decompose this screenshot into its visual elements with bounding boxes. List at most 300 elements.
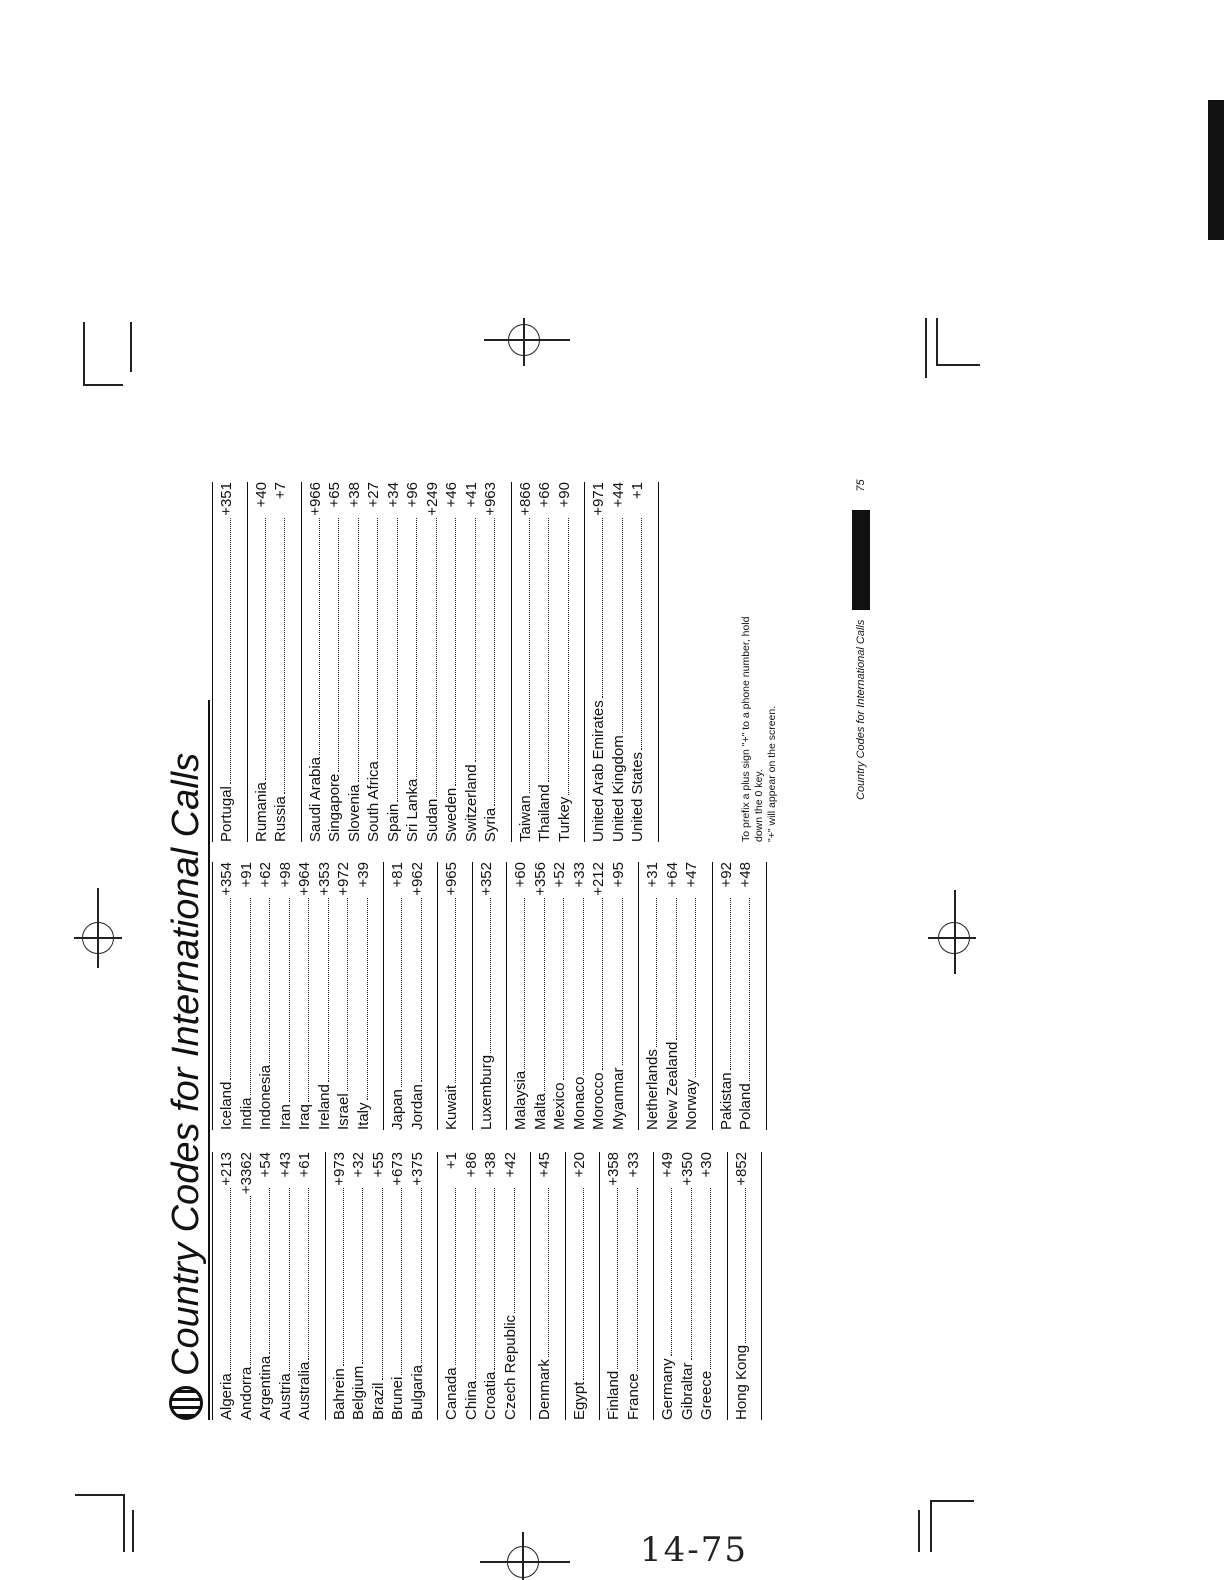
country-name: Austria xyxy=(276,1373,294,1420)
note-line: down the 0 key. xyxy=(753,769,765,842)
country-code: +86 xyxy=(462,1152,480,1178)
country-row xyxy=(295,1152,315,1420)
country-name: Saudi Arabia xyxy=(306,756,324,842)
country-column-3 xyxy=(212,482,659,842)
country-code: +351 xyxy=(218,482,235,516)
country-row xyxy=(256,1152,276,1420)
country-code: +353 xyxy=(315,862,333,896)
country-row xyxy=(555,482,575,842)
country-row xyxy=(481,482,501,842)
country-name: Andorra xyxy=(237,1366,255,1420)
country-row xyxy=(354,862,374,1130)
country-group xyxy=(507,862,639,1130)
leader-dots xyxy=(637,1188,638,1371)
country-code: +1 xyxy=(629,482,646,500)
country-row xyxy=(364,482,384,842)
country-group xyxy=(302,482,512,842)
country-code: +91 xyxy=(237,862,255,888)
country-row xyxy=(295,862,315,1130)
country-code: +33 xyxy=(570,862,588,888)
leader-dots xyxy=(475,518,476,762)
country-group xyxy=(248,482,302,842)
country-row xyxy=(217,1152,237,1420)
country-name: Netherlands xyxy=(644,1049,661,1130)
country-group xyxy=(213,862,384,1130)
crop-mark xyxy=(83,322,85,384)
title-rule xyxy=(208,700,210,1420)
leader-dots xyxy=(563,898,564,1080)
crop-mark xyxy=(130,322,132,372)
country-row xyxy=(501,1152,521,1420)
leader-dots xyxy=(544,898,545,1091)
leader-dots xyxy=(250,898,251,1095)
country-code: +971 xyxy=(590,482,607,516)
country-name: Iceland xyxy=(218,1081,235,1130)
leader-dots xyxy=(490,898,491,1053)
country-code: +20 xyxy=(570,1152,588,1178)
country-name: Finland xyxy=(605,1370,622,1420)
country-row xyxy=(237,1152,257,1420)
leader-dots xyxy=(250,1196,251,1364)
country-row xyxy=(658,1152,678,1420)
country-row xyxy=(384,482,404,842)
country-group xyxy=(326,1152,439,1420)
leader-dots xyxy=(328,898,329,1082)
page-title-text: Country Codes for International Calls xyxy=(164,752,207,1376)
leader-dots xyxy=(421,1188,422,1363)
country-row xyxy=(511,862,531,1130)
registration-mark xyxy=(82,922,114,954)
leader-dots xyxy=(269,898,270,1063)
plus-sign-note xyxy=(740,502,779,842)
leader-dots xyxy=(745,1188,746,1343)
leader-dots xyxy=(338,518,339,772)
leader-dots xyxy=(548,518,549,782)
country-name: India xyxy=(237,1097,255,1130)
country-code: +33 xyxy=(624,1152,642,1178)
leader-dots xyxy=(401,1188,402,1375)
leader-dots xyxy=(641,518,642,750)
country-name: Iran xyxy=(276,1104,294,1130)
country-code: +45 xyxy=(536,1152,553,1178)
section-tab xyxy=(852,510,870,610)
country-code: +81 xyxy=(389,862,406,888)
leader-dots xyxy=(695,898,696,1077)
country-code: +65 xyxy=(326,482,343,508)
globe-icon xyxy=(169,1386,203,1420)
leader-dots xyxy=(514,1188,515,1313)
country-row xyxy=(369,1152,389,1420)
country-row xyxy=(717,862,737,1130)
leader-dots xyxy=(284,518,285,794)
leader-dots xyxy=(730,898,731,1070)
country-group xyxy=(473,862,508,1130)
leader-dots xyxy=(494,518,495,806)
country-code: +964 xyxy=(296,862,313,896)
leader-dots xyxy=(671,1188,672,1356)
country-row xyxy=(604,1152,624,1420)
country-code: +42 xyxy=(501,1152,519,1178)
country-name: Bulgaria xyxy=(408,1364,426,1420)
country-code: +60 xyxy=(512,862,529,888)
country-row xyxy=(442,1152,462,1420)
country-name: Slovenia xyxy=(345,784,363,842)
country-code: +64 xyxy=(663,862,681,888)
country-code: +3362 xyxy=(237,1152,255,1195)
country-row xyxy=(217,862,237,1130)
leader-dots xyxy=(524,898,525,1069)
leader-dots xyxy=(455,898,456,1083)
country-code: +98 xyxy=(276,862,294,888)
leader-dots xyxy=(397,518,398,802)
country-name: Bahrein xyxy=(330,1368,348,1420)
leader-dots xyxy=(230,1188,231,1371)
country-code: +39 xyxy=(354,862,372,888)
country-code: +96 xyxy=(404,482,421,508)
country-code: +66 xyxy=(536,482,553,508)
leader-dots xyxy=(289,898,290,1102)
country-code: +249 xyxy=(423,482,441,516)
country-row xyxy=(388,862,408,1130)
country-code: +55 xyxy=(369,1152,387,1178)
leader-dots xyxy=(308,898,309,1102)
country-row xyxy=(334,862,354,1130)
country-column-2 xyxy=(212,862,767,1130)
crop-mark xyxy=(936,318,938,366)
country-name: Egypt xyxy=(570,1381,588,1420)
country-row xyxy=(442,862,462,1130)
country-name: Czech Republic xyxy=(501,1314,519,1420)
country-row xyxy=(678,1152,698,1420)
country-name: Luxemburg xyxy=(477,1054,495,1130)
leader-dots xyxy=(602,898,603,1070)
leader-dots xyxy=(529,518,530,793)
country-row xyxy=(423,482,443,842)
country-row xyxy=(663,862,683,1130)
country-row xyxy=(736,862,756,1130)
country-name: Brunei xyxy=(389,1376,406,1420)
country-column-1 xyxy=(212,1152,762,1420)
country-code: +673 xyxy=(389,1152,406,1186)
country-name: Taiwan xyxy=(516,795,534,842)
country-row xyxy=(325,482,345,842)
note-line: To prefix a plus sign "+" to a phone number, hold xyxy=(740,616,752,842)
country-name: Syria xyxy=(482,807,499,842)
country-name: France xyxy=(624,1373,642,1420)
country-row xyxy=(570,862,590,1130)
country-name: Sudan xyxy=(423,798,441,842)
crop-mark xyxy=(83,384,123,386)
country-name: China xyxy=(462,1380,480,1420)
leader-dots xyxy=(749,898,750,1081)
leader-dots xyxy=(269,1188,270,1354)
crop-mark xyxy=(930,1500,932,1552)
country-group xyxy=(384,862,438,1130)
country-name: Canada xyxy=(443,1367,460,1420)
leader-dots xyxy=(710,1188,711,1369)
leader-dots xyxy=(691,1188,692,1360)
country-row xyxy=(531,862,551,1130)
leader-dots xyxy=(401,898,402,1087)
country-name: Portugal xyxy=(218,786,235,842)
country-row xyxy=(388,1152,408,1420)
country-row xyxy=(589,482,609,842)
country-group xyxy=(512,482,586,842)
leader-dots xyxy=(436,518,437,797)
country-code: +358 xyxy=(605,1152,622,1186)
country-code: +354 xyxy=(218,862,235,896)
leader-dots xyxy=(230,518,231,784)
country-code: +963 xyxy=(482,482,499,516)
country-row xyxy=(624,1152,644,1420)
leader-dots xyxy=(583,1188,584,1380)
country-code: +212 xyxy=(590,862,607,896)
leader-dots xyxy=(289,1188,290,1371)
country-code: +375 xyxy=(408,1152,426,1186)
rotated-page xyxy=(160,420,970,1420)
country-name: Croatia xyxy=(482,1371,499,1420)
leader-dots xyxy=(421,898,422,1082)
country-name: Denmark xyxy=(536,1359,553,1420)
country-code: +44 xyxy=(609,482,627,508)
country-name: Singapore xyxy=(326,773,343,842)
country-name: Israel xyxy=(335,1093,352,1130)
country-code: +90 xyxy=(555,482,573,508)
country-row xyxy=(315,862,335,1130)
country-name: Ireland xyxy=(315,1084,333,1130)
country-row xyxy=(306,482,326,842)
country-group xyxy=(566,1152,601,1420)
page-title xyxy=(160,753,212,1420)
country-group xyxy=(728,1152,763,1420)
country-row xyxy=(237,862,257,1130)
country-row xyxy=(349,1152,369,1420)
leader-dots xyxy=(308,1188,309,1360)
country-name: Monaco xyxy=(570,1076,588,1130)
country-group xyxy=(600,1152,654,1420)
country-code: +92 xyxy=(717,862,735,888)
country-name: Japan xyxy=(389,1089,406,1130)
crop-mark xyxy=(938,364,980,366)
country-code: +973 xyxy=(330,1152,348,1186)
leader-dots xyxy=(617,1188,618,1369)
country-row xyxy=(481,1152,501,1420)
registration-mark xyxy=(508,324,540,356)
crop-mark xyxy=(930,1500,974,1502)
leader-dots xyxy=(230,898,231,1080)
country-name: Hong Kong xyxy=(732,1344,750,1420)
country-code: +34 xyxy=(384,482,402,508)
country-row xyxy=(535,482,555,842)
country-name: Gibraltar xyxy=(678,1362,696,1420)
country-name: United Arab Emirates xyxy=(590,700,607,842)
leader-dots xyxy=(265,518,266,780)
country-name: Malta xyxy=(531,1093,549,1130)
leader-dots xyxy=(656,898,657,1047)
country-code: +866 xyxy=(516,482,534,516)
country-group xyxy=(438,1152,531,1420)
country-row xyxy=(609,482,629,842)
country-row xyxy=(345,482,365,842)
country-code: +38 xyxy=(345,482,363,508)
country-code: +62 xyxy=(257,862,274,888)
country-row xyxy=(408,1152,428,1420)
country-name: Mexico xyxy=(551,1082,568,1130)
country-name: Germany xyxy=(659,1358,676,1420)
country-group xyxy=(213,1152,326,1420)
country-code: +852 xyxy=(732,1152,750,1186)
country-name: Rumania xyxy=(252,781,270,842)
country-code: +356 xyxy=(531,862,549,896)
country-code: +95 xyxy=(609,862,627,888)
country-code: +48 xyxy=(737,862,754,888)
country-group xyxy=(654,1152,728,1420)
country-group xyxy=(639,862,713,1130)
country-name: United States xyxy=(629,751,646,842)
country-code: +52 xyxy=(551,862,568,888)
country-name: Switzerland xyxy=(462,764,480,842)
country-code: +43 xyxy=(276,1152,294,1178)
page-number: 75 xyxy=(855,479,867,492)
country-code: +61 xyxy=(296,1152,313,1178)
country-code: +49 xyxy=(659,1152,676,1178)
country-code: +40 xyxy=(252,482,270,508)
country-name: Argentina xyxy=(257,1355,274,1420)
country-row xyxy=(276,1152,296,1420)
country-row xyxy=(697,1152,717,1420)
country-name: Belgium xyxy=(350,1365,367,1420)
country-row xyxy=(271,482,291,842)
registration-mark xyxy=(507,1546,539,1578)
footer-label: Country Codes for International Calls xyxy=(855,619,867,800)
leader-dots xyxy=(676,898,677,1040)
country-row xyxy=(252,482,272,842)
leader-dots xyxy=(358,518,359,782)
leader-dots xyxy=(548,1188,549,1357)
country-row xyxy=(570,1152,590,1420)
country-name: Indonesia xyxy=(257,1064,274,1130)
leader-dots xyxy=(475,1188,476,1379)
country-name: Poland xyxy=(737,1083,754,1130)
country-row xyxy=(550,862,570,1130)
country-name: Thailand xyxy=(536,784,553,842)
country-row xyxy=(462,482,482,842)
leader-dots xyxy=(455,1188,456,1365)
country-code: +32 xyxy=(350,1152,367,1178)
country-name: Turkey xyxy=(555,796,573,842)
crop-mark xyxy=(123,1494,125,1552)
country-code: +30 xyxy=(698,1152,715,1178)
leader-dots xyxy=(362,1188,363,1364)
country-code: +31 xyxy=(644,862,661,888)
country-name: New Zealand xyxy=(663,1041,681,1130)
crop-mark xyxy=(925,318,927,378)
leader-dots xyxy=(455,518,456,786)
leader-dots xyxy=(382,1188,383,1380)
country-name: Sweden xyxy=(443,787,460,842)
edge-bar xyxy=(1208,100,1224,240)
country-group xyxy=(213,482,248,842)
leader-dots xyxy=(494,1188,495,1370)
leader-dots xyxy=(622,518,623,733)
country-row xyxy=(462,1152,482,1420)
country-group xyxy=(438,862,473,1130)
country-name: Greece xyxy=(698,1370,715,1420)
note-line: "+" will appear on the screen. xyxy=(766,705,778,842)
country-name: Kuwait xyxy=(443,1084,460,1130)
country-row xyxy=(732,1152,752,1420)
country-name: Malaysia xyxy=(512,1070,529,1130)
country-group xyxy=(585,482,659,842)
country-name: Australia xyxy=(296,1361,313,1420)
country-code: +27 xyxy=(365,482,382,508)
country-row xyxy=(330,1152,350,1420)
leader-dots xyxy=(347,898,348,1091)
page-stamp: 14-75 xyxy=(640,1530,749,1570)
country-code: +46 xyxy=(443,482,460,508)
leader-dots xyxy=(568,518,569,795)
country-code: +962 xyxy=(408,862,426,896)
crop-mark xyxy=(132,1510,134,1552)
leader-dots xyxy=(602,518,603,698)
country-code: +352 xyxy=(477,862,495,896)
country-row xyxy=(589,862,609,1130)
country-row xyxy=(609,862,629,1130)
country-code: +350 xyxy=(678,1152,696,1186)
country-name: Russia xyxy=(272,796,289,842)
country-code: +966 xyxy=(306,482,324,516)
country-name: Iraq xyxy=(296,1104,313,1130)
country-row xyxy=(516,482,536,842)
country-code: +972 xyxy=(335,862,352,896)
country-name: Sri Lanka xyxy=(404,778,421,842)
country-row xyxy=(628,482,648,842)
country-group xyxy=(713,862,767,1130)
leader-dots xyxy=(343,1188,344,1366)
country-name: Spain xyxy=(384,803,402,842)
country-code: +1 xyxy=(443,1152,460,1170)
leader-dots xyxy=(416,518,417,777)
country-row xyxy=(643,862,663,1130)
country-name: Jordan xyxy=(408,1084,426,1130)
country-row xyxy=(408,862,428,1130)
country-name: Algeria xyxy=(218,1373,235,1420)
country-row xyxy=(682,862,702,1130)
country-name: Norway xyxy=(683,1079,700,1130)
country-code: +7 xyxy=(272,482,289,500)
country-name: South Africa xyxy=(365,761,382,842)
leader-dots xyxy=(319,518,320,755)
crop-mark xyxy=(918,1510,920,1552)
page-footer xyxy=(852,479,870,800)
country-code: +213 xyxy=(218,1152,235,1186)
country-name: United Kingdom xyxy=(609,735,627,842)
country-code: +38 xyxy=(482,1152,499,1178)
country-name: Brazil xyxy=(369,1382,387,1420)
country-group xyxy=(531,1152,566,1420)
country-name: Pakistan xyxy=(717,1072,735,1130)
country-row xyxy=(403,482,423,842)
country-row xyxy=(442,482,462,842)
country-name: Morocco xyxy=(590,1072,607,1130)
country-code: +54 xyxy=(257,1152,274,1178)
country-row xyxy=(535,1152,555,1420)
country-name: Myanmar xyxy=(609,1067,627,1130)
country-code: +965 xyxy=(443,862,460,896)
country-row xyxy=(276,862,296,1130)
country-code: +47 xyxy=(683,862,700,888)
leader-dots xyxy=(583,898,584,1075)
